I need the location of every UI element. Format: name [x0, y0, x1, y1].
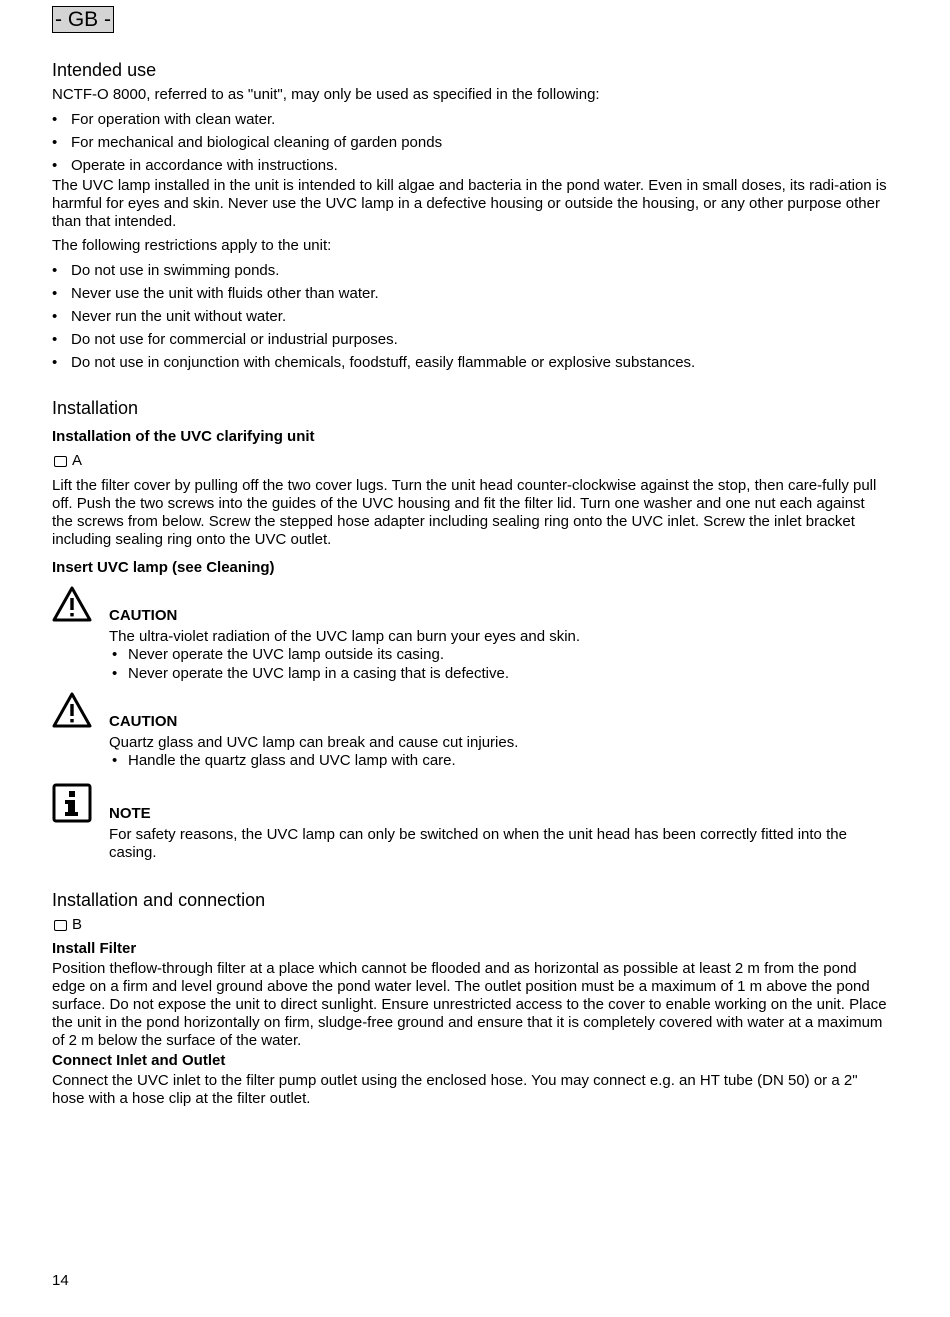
connection-section [52, 889, 887, 1108]
caution-notice-2 [52, 691, 887, 770]
intended-use-heading: Intended use [52, 60, 157, 80]
notice-text: The ultra-violet radiation of the UVC lamp can burn your eyes and skin. [109, 628, 581, 645]
info-icon [52, 783, 92, 823]
figure-reference-b [52, 916, 887, 934]
notice-list [109, 752, 887, 770]
list-item: • Never use the unit with fluids other than water. [52, 285, 887, 303]
intended-use-section [52, 59, 887, 372]
list-item: • For operation with clean water. [52, 111, 887, 129]
restrictions-intro: The following restrictions apply to the unit: [52, 237, 332, 254]
restrictions-list [52, 262, 887, 372]
language-tag: - GB - [52, 6, 114, 33]
uvc-purpose-text: The UVC lamp installed in the unit is intended to kill algae and bacteria in the pond water. Even in small doses, its radi-ation is harmful for eyes and skin. Never use the UVC lamp in a defective housing or outside the housing, or any other purpose other than that intended. [52, 177, 887, 230]
figure-box-icon [54, 456, 67, 467]
intended-use-intro: NCTF-O 8000, referred to as "unit", may only be used as specified in the following: [52, 86, 600, 103]
installation-section [52, 397, 887, 862]
list-item: • Handle the quartz glass and UVC lamp with care. [109, 752, 887, 770]
notice-title: CAUTION [109, 713, 178, 730]
figure-box-icon [54, 920, 67, 931]
warning-triangle-icon [52, 691, 92, 731]
installation-heading: Installation [52, 398, 139, 418]
warning-triangle-icon [52, 585, 92, 625]
list-item: • Do not use in conjunction with chemicals, foodstuff, easily flammable or explosive substances. [52, 354, 887, 372]
figure-reference-a [52, 452, 887, 470]
list-item: • Operate in accordance with instructions. [52, 157, 887, 175]
insert-lamp-heading: Insert UVC lamp (see Cleaning) [52, 559, 275, 576]
connection-heading: Installation and connection [52, 890, 266, 910]
list-item: • Never operate the UVC lamp outside its casing. [109, 646, 887, 664]
page-content [52, 6, 887, 1108]
list-item: • Do not use for commercial or industrial purposes. [52, 331, 887, 349]
install-filter-heading: Install Filter [52, 940, 137, 957]
figure-label: A [72, 452, 83, 469]
uses-list [52, 111, 887, 175]
list-item: • Never run the unit without water. [52, 308, 887, 326]
figure-label: B [72, 916, 83, 933]
notice-text: Quartz glass and UVC lamp can break and cause cut injuries. [109, 734, 519, 751]
installation-subheading: Installation of the UVC clarifying unit [52, 428, 315, 445]
notice-title: NOTE [109, 805, 151, 822]
notice-title: CAUTION [109, 607, 178, 624]
caution-notice-1 [52, 585, 887, 683]
note-notice [52, 783, 887, 862]
list-item: • Do not use in swimming ponds. [52, 262, 887, 280]
list-item: • For mechanical and biological cleaning of garden ponds [52, 134, 887, 152]
connect-inlet-text: Connect the UVC inlet to the filter pump outlet using the enclosed hose. You may connect e.g. an HT tube (DN 50) or a 2" hose with a hose clip at the filter outlet. [52, 1072, 858, 1107]
notice-text: For safety reasons, the UVC lamp can only be switched on when the unit head has been correctly fitted into the casing. [109, 826, 847, 861]
notice-list [109, 646, 887, 683]
install-filter-text: Position theflow-through filter at a place which cannot be flooded and as horizontal as possible at least 2 m from the pond edge on a firm and level ground above the pond water level. The outlet position must be a maximum of 1 m above the pond surface. Do not expose the unit to direct sunlight. Ensure unrestricted access to the cover to enable working on the unit. Place the unit in the pond horizontally on firm, sludge-free ground and ensure that it is completely covered with water at a maximum of 2 m below the surface of the water. [52, 960, 887, 1049]
installation-text: Lift the filter cover by pulling off the two cover lugs. Turn the unit head counter-clockwise against the stop, then care-fully pull off. Push the two screws into the guides of the UVC housing and fit the filter lid. Turn one washer and one nut each against the screws from below. Screw the stepped hose adapter including sealing ring onto the UVC inlet. Screw the inlet bracket including sealing ring onto the UVC outlet. [52, 477, 877, 548]
page-number: 14 [52, 1272, 69, 1289]
connect-inlet-heading: Connect Inlet and Outlet [52, 1052, 226, 1069]
list-item: • Never operate the UVC lamp in a casing that is defective. [109, 665, 887, 683]
